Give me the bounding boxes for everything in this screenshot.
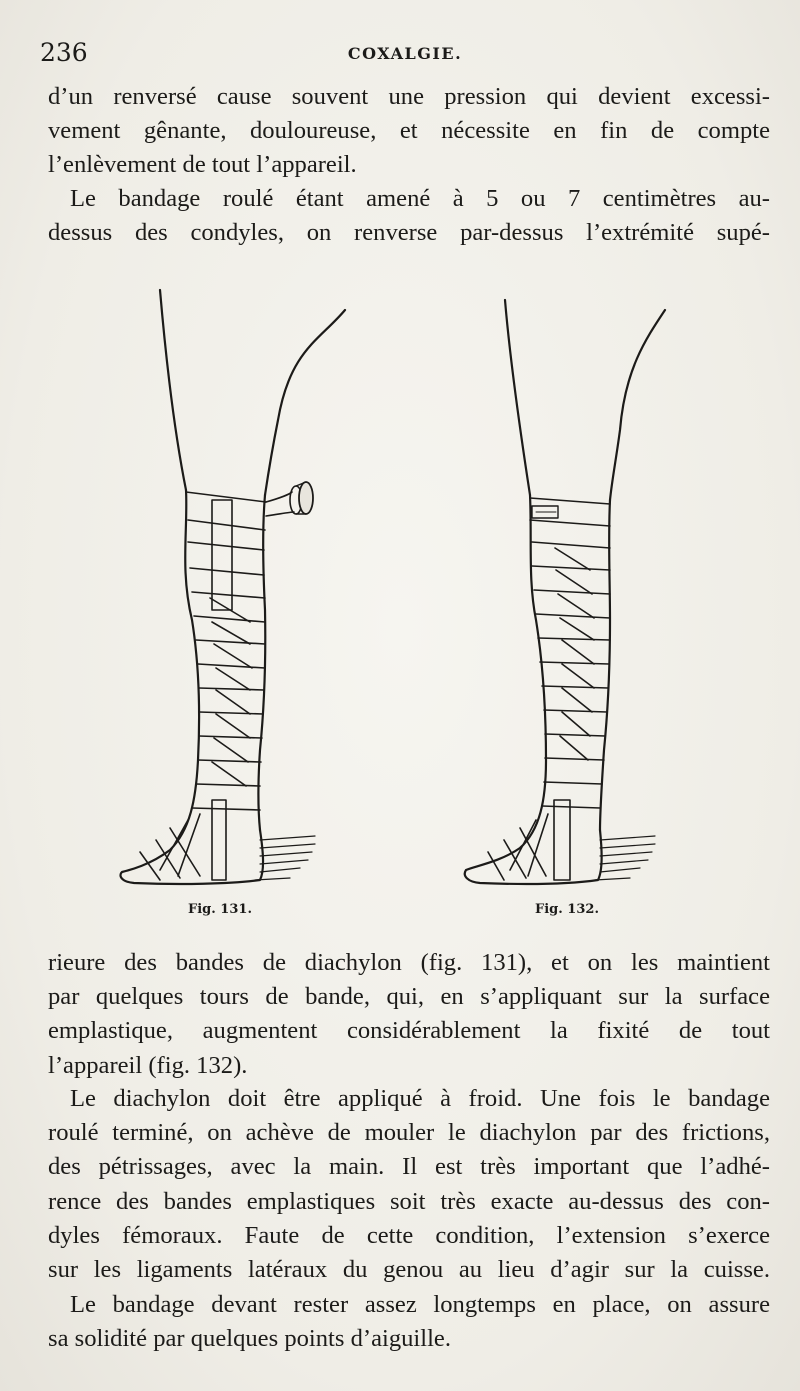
paragraph-2 — [48, 182, 770, 250]
text-line: Le bandage roulé étant amené à 5 ou 7 centimètres au- — [70, 185, 770, 212]
bandaged-legs-engraving — [100, 280, 700, 930]
text-line: sa solidité par quelques points d’aiguille. — [48, 1325, 451, 1353]
figure-131-caption: Fig. 131. — [188, 902, 252, 917]
page-header — [40, 36, 770, 72]
figure-132-caption: Fig. 132. — [535, 902, 599, 917]
text-line: Le bandage devant rester assez longtemps en place, on assure — [70, 1291, 770, 1318]
text-line: emplastique, augmentent considérablement la fixité de tout — [48, 1017, 770, 1045]
text-line: Le diachylon doit être appliqué à froid. Une fois le bandage — [70, 1085, 770, 1112]
text-line: d’un renversé cause souvent une pression qui devient excessi- — [48, 83, 770, 110]
running-head: COXALGIE. — [347, 44, 463, 63]
text-line: rence des bandes emplastiques soit très exacte au-dessus des con- — [48, 1187, 770, 1215]
figure-131-leg-drawing — [121, 290, 346, 884]
page-number: 236 — [40, 38, 88, 67]
paragraph-3 — [48, 946, 770, 1083]
text-line: dessus des condyles, on renverse par-dessus l’extrémité supé- — [48, 219, 770, 247]
paragraph-5 — [48, 1288, 770, 1356]
text-line: l’enlèvement de tout l’appareil. — [48, 151, 357, 179]
paragraph-1 — [48, 80, 770, 183]
paragraph-4 — [48, 1082, 770, 1287]
text-line: l’appareil (fig. 132). — [48, 1051, 248, 1079]
figure-132-leg-drawing — [465, 300, 665, 884]
text-line: sur les ligaments latéraux du genou au lieu d’agir sur la cuisse. — [48, 1256, 770, 1284]
text-line: des pétrissages, avec la main. Il est très important que l’adhé- — [48, 1153, 770, 1181]
text-line: rieure des bandes de diachylon (fig. 131), et on les maintient — [48, 949, 770, 976]
text-line: par quelques tours de bande, qui, en s’appliquant sur la surface — [48, 983, 770, 1011]
text-line: dyles fémoraux. Faute de cette condition, l’extension s’exerce — [48, 1221, 770, 1249]
figure-illustrations — [100, 280, 700, 930]
text-line: vement gênante, douloureuse, et nécessite en fin de compte — [48, 117, 770, 145]
text-line: roulé terminé, on achève de mouler le diachylon par des frictions, — [48, 1119, 770, 1147]
